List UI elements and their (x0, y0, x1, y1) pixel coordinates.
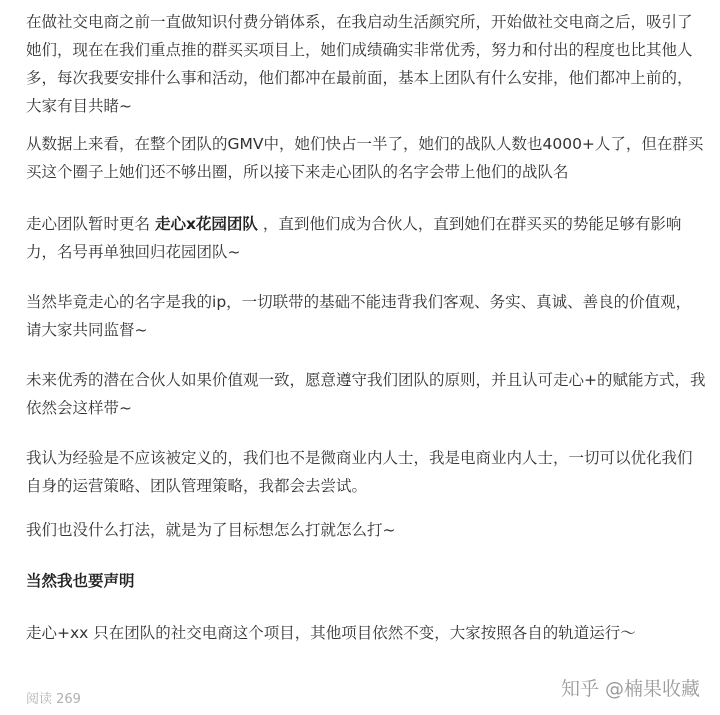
watermark (561, 674, 700, 701)
paragraph-4: 当然毕竟走心的名字是我的ip，一切联带的基础不能违背我们客观、务实、真诚、善良的价值观，请大家共同监督~ (26, 293, 692, 339)
team-name-bold: 走心x花园团队 (154, 215, 258, 233)
paragraph-8: 走心+xx 只在团队的社交电商这个项目，其他项目依然不变，大家按照各自的轨道运行～ (26, 624, 636, 642)
paragraph-7: 我们也没什么打法，就是为了目标想怎么打就怎么打~ (26, 521, 396, 539)
rename-suffix: ，直到他们成为合伙人，直到她们在群买买的势能足够有影响力，名号再单独回归花园团队~ (26, 215, 682, 261)
paragraph-3 (26, 210, 706, 266)
rename-prefix: 走心团队暂时更名 (26, 215, 155, 233)
paragraph-2: 从数据上来看，在整个团队的GMV中，她们快占一半了，她们的战队人数也4000+人了，但在群买买这个圈子上她们还不够出圈，所以接下来走心团队的名字会带上他们的战队名 (26, 135, 704, 181)
watermark-text: 知乎 @楠果收藏 (560, 678, 700, 700)
section-heading: 当然我也要声明 (26, 572, 135, 590)
paragraph-6: 我认为经验是不应该被定义的，我们也不是微商业内人士，我是电商业内人士，一切可以优化我们自身的运营策略、团队管理策略，我都会去尝试。 (26, 449, 693, 495)
paragraph-5: 未来优秀的潜在合伙人如果价值观一致，愿意遵守我们团队的原则，并且认可走心+的赋能方式，我依然会这样带~ (26, 371, 706, 417)
paragraph-1: 在做社交电商之前一直做知识付费分销体系，在我启动生活颜究所，开始做社交电商之后，吸引了她们，现在在我们重点推的群买买项目上，她们成绩确实非常优秀，努力和付出的程度也比其他人多，每次我要安排什么事和活动，他们都冲在最前面，基本上团队有什么安排，他们都冲上前的，大家有目共睹~ (26, 13, 693, 115)
read-count: 阅读 269 (26, 692, 81, 707)
